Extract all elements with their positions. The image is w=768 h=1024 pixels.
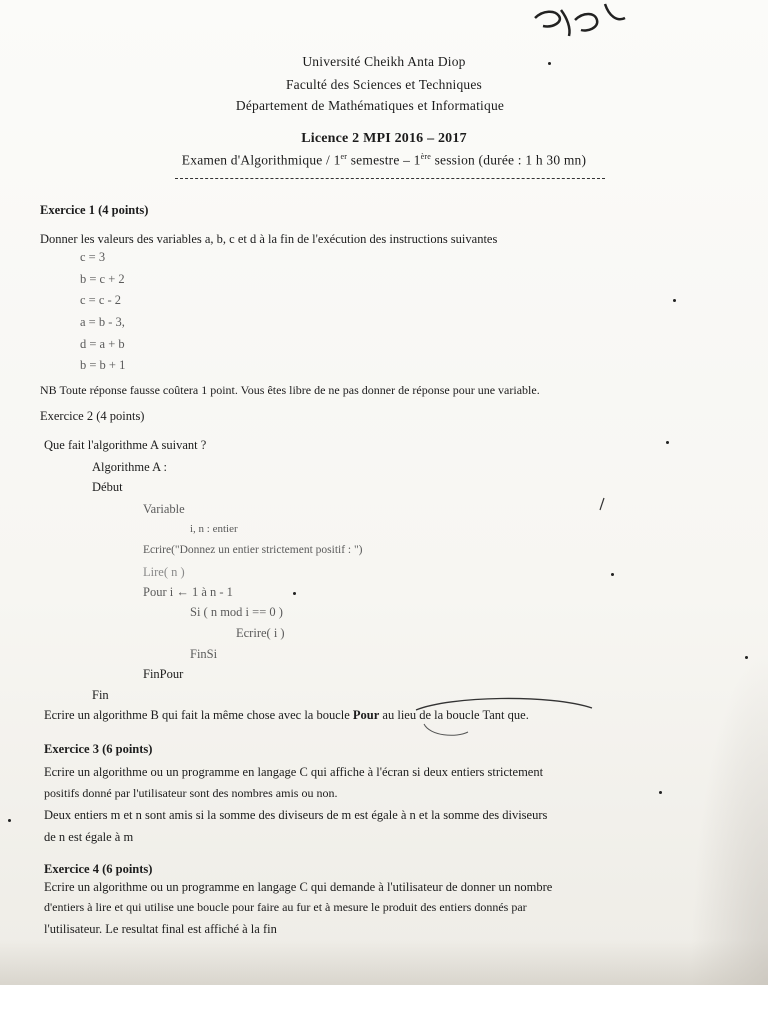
scan-speck bbox=[659, 791, 662, 794]
exercise1-instruction: d = a + b bbox=[80, 337, 125, 351]
algorithm-read: Lire( n ) bbox=[143, 565, 185, 579]
exercise1-title: Exercice 1 (4 points) bbox=[40, 203, 149, 217]
algorithm-end-for: FinPour bbox=[143, 667, 184, 681]
algorithm-end-if: FinSi bbox=[190, 647, 218, 661]
algorithm-variable-keyword: Variable bbox=[143, 502, 185, 516]
pen-tick-mark bbox=[598, 497, 606, 511]
paper-shadow-bottom bbox=[0, 940, 768, 985]
scan-speck bbox=[673, 299, 676, 302]
exercise1-instruction: c = 3 bbox=[80, 250, 106, 264]
algorithm-begin: Début bbox=[92, 480, 123, 494]
exercise1-note: NB Toute réponse fausse coûtera 1 point. Vous êtes libre de ne pas donner de réponse pour une variable. bbox=[40, 383, 540, 397]
exercise4-line: d'entiers à lire et qui utilise une boucle pour faire au fur et à mesure le produit des entiers donnés par bbox=[44, 900, 527, 914]
scan-speck bbox=[548, 62, 551, 65]
algorithm-write-prompt: Ecrire("Donnez un entier strictement positif : ") bbox=[143, 544, 363, 556]
department-name: Département de Mathématiques et Informatique bbox=[235, 98, 505, 113]
exercise2-task-underlined: Pour bbox=[352, 708, 380, 722]
exercise3-line: Deux entiers m et n sont amis si la somme des diviseurs de m est égale à n et la somme des diviseurs bbox=[44, 808, 548, 822]
scan-speck bbox=[666, 441, 669, 444]
exercise1-question: Donner les valeurs des variables a, b, c et d à la fin de l'exécution des instructions suivantes bbox=[40, 232, 498, 246]
exam-subtitle bbox=[0, 152, 768, 169]
exam-subtitle-mid: semestre – 1 bbox=[347, 152, 421, 168]
university-name: Université Cheikh Anta Diop bbox=[302, 54, 466, 69]
scan-speck bbox=[611, 573, 614, 576]
exam-subtitle-suffix: session (durée : 1 h 30 mn) bbox=[431, 152, 587, 168]
header-separator bbox=[175, 178, 605, 179]
exercise4-line: Ecrire un algorithme ou un programme en langage C qui demande à l'utilisateur de donner un nombre bbox=[44, 880, 553, 894]
blank-margin bbox=[0, 985, 768, 1024]
algorithm-end: Fin bbox=[92, 688, 109, 702]
exercise2-task-part2: au lieu de la boucle Tant que. bbox=[379, 708, 529, 722]
exercise1-instruction: b = c + 2 bbox=[80, 272, 125, 286]
scan-speck bbox=[293, 592, 296, 595]
licence-title: Licence 2 MPI 2016 – 2017 bbox=[301, 131, 467, 146]
exercise2-title: Exercice 2 (4 points) bbox=[40, 409, 145, 423]
exam-subtitle-prefix: Examen d'Algorithmique / 1 bbox=[181, 152, 341, 168]
scan-speck bbox=[8, 819, 11, 822]
algorithm-for-loop: Pour i ← 1 à n - 1 bbox=[143, 585, 233, 599]
exercise3-title: Exercice 3 (6 points) bbox=[44, 742, 153, 756]
exercise1-instruction: b = b + 1 bbox=[80, 358, 126, 372]
exercise3-line: Ecrire un algorithme ou un programme en langage C qui affiche à l'écran si deux entiers strictement bbox=[44, 765, 544, 779]
faculty-name: Faculté des Sciences et Techniques bbox=[285, 77, 483, 92]
exercise3-line: positifs donné par l'utilisateur sont des nombres amis ou non. bbox=[44, 786, 338, 800]
exercise4-line: l'utilisateur. Le resultat final est affiché à la fin bbox=[44, 922, 277, 936]
algorithm-name: Algorithme A : bbox=[92, 460, 167, 474]
exercise1-instruction: a = b - 3, bbox=[80, 315, 125, 329]
algorithm-declaration: i, n : entier bbox=[190, 523, 238, 535]
exercise1-instruction: c = c - 2 bbox=[80, 293, 122, 307]
exercise4-title: Exercice 4 (6 points) bbox=[44, 862, 153, 876]
exam-subtitle-sup1: er bbox=[340, 152, 348, 161]
exam-subtitle-sup2: ère bbox=[420, 152, 431, 161]
exercise3-line: de n est égale à m bbox=[44, 830, 134, 844]
paper-shadow-right bbox=[690, 650, 768, 985]
algorithm-if-condition: Si ( n mod i == 0 ) bbox=[190, 605, 283, 619]
handwritten-arc-mark bbox=[410, 694, 600, 740]
algorithm-write-i: Ecrire( i ) bbox=[236, 626, 285, 640]
scan-speck bbox=[745, 656, 748, 659]
exercise2-task-part1: Ecrire un algorithme B qui fait la même chose avec la boucle bbox=[44, 708, 353, 722]
exercise2-question: Que fait l'algorithme A suivant ? bbox=[44, 438, 207, 452]
handwritten-scribble bbox=[525, 0, 645, 50]
